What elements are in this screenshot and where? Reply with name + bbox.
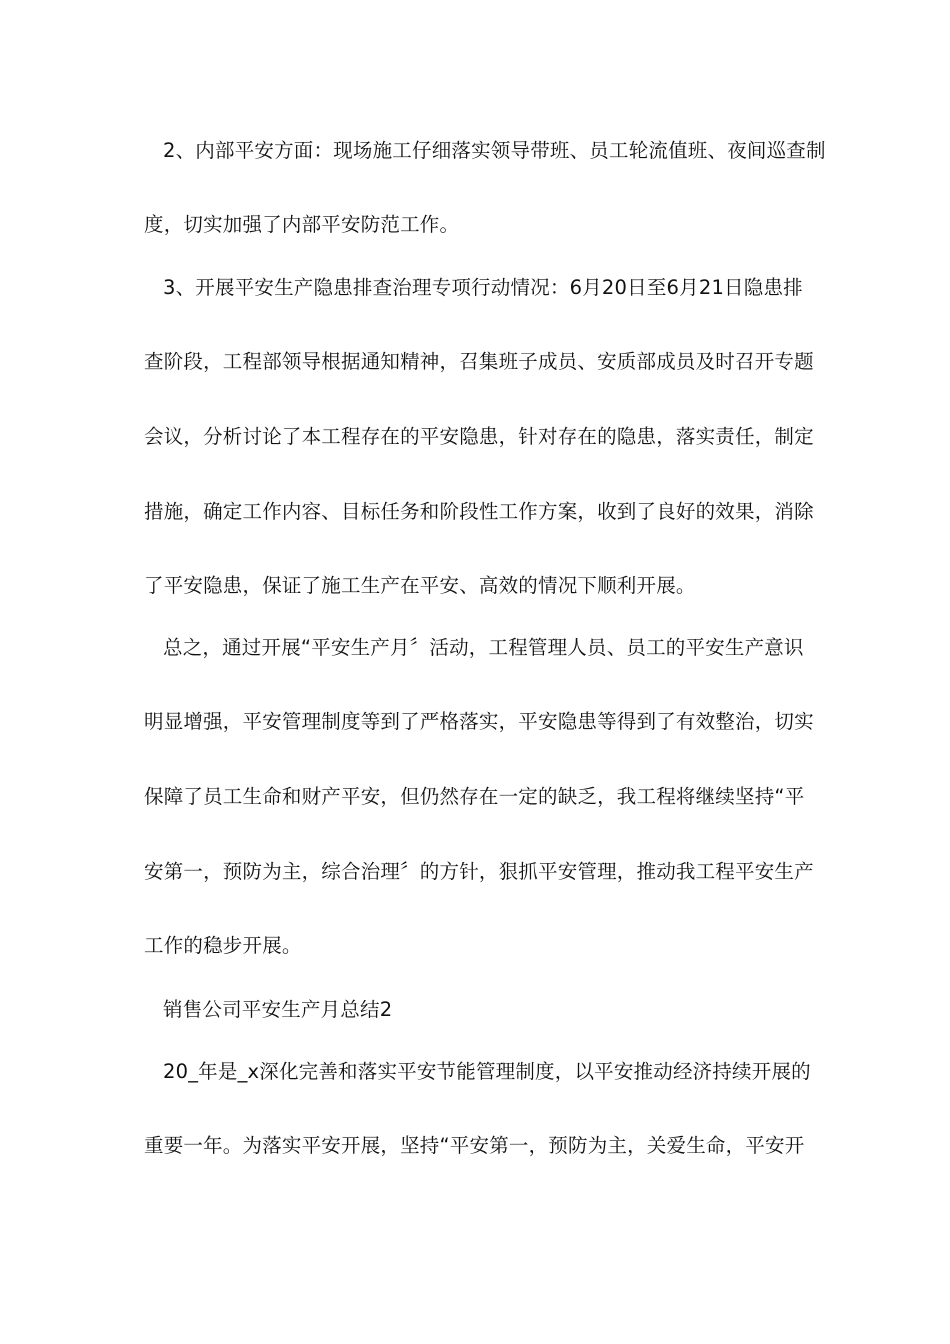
paragraph-inspection-line-2: 查阶段，工程部领导根据通知精神，召集班子成员、安质部成员及时召开专题 xyxy=(144,350,814,373)
paragraph-summary-line-1: 总之，通过开展“平安生产月〞活动，工程管理人员、员工的平安生产意识 xyxy=(163,636,804,659)
section-heading: 销售公司平安生产月总结2 xyxy=(163,998,393,1021)
paragraph-intro-line-1: 20_年是_x深化完善和落实平安节能管理制度，以平安推动经济持续开展的 xyxy=(163,1060,811,1083)
paragraph-summary-line-5: 工作的稳步开展。 xyxy=(144,934,302,957)
paragraph-inspection-line-4: 措施，确定工作内容、目标任务和阶段性工作方案，收到了良好的效果，消除 xyxy=(144,500,814,523)
paragraph-summary-line-2: 明显增强，平安管理制度等到了严格落实，平安隐患等得到了有效整治，切实 xyxy=(144,710,814,733)
paragraph-summary-line-3: 保障了员工生命和财产平安，但仍然存在一定的缺乏，我工程将继续坚持“平 xyxy=(144,785,805,808)
paragraph-inspection-line-1: 3、开展平安生产隐患排查治理专项行动情况：6月20日至6月21日隐患排 xyxy=(163,276,803,299)
paragraph-summary-line-4: 安第一，预防为主，综合治理〞的方针，狠抓平安管理，推动我工程平安生产 xyxy=(144,860,814,883)
paragraph-intro-line-2: 重要一年。为落实平安开展，坚持“平安第一，预防为主，关爱生命，平安开 xyxy=(144,1134,805,1157)
paragraph-internal-safety-line-1: 2、内部平安方面：现场施工仔细落实领导带班、员工轮流值班、夜间巡查制 xyxy=(163,139,826,162)
paragraph-inspection-line-5: 了平安隐患，保证了施工生产在平安、高效的情况下顺利开展。 xyxy=(144,574,696,597)
paragraph-internal-safety-line-2: 度，切实加强了内部平安防范工作。 xyxy=(144,213,460,236)
paragraph-inspection-line-3: 会议，分析讨论了本工程存在的平安隐患，针对存在的隐患，落实责任，制定 xyxy=(144,425,814,448)
